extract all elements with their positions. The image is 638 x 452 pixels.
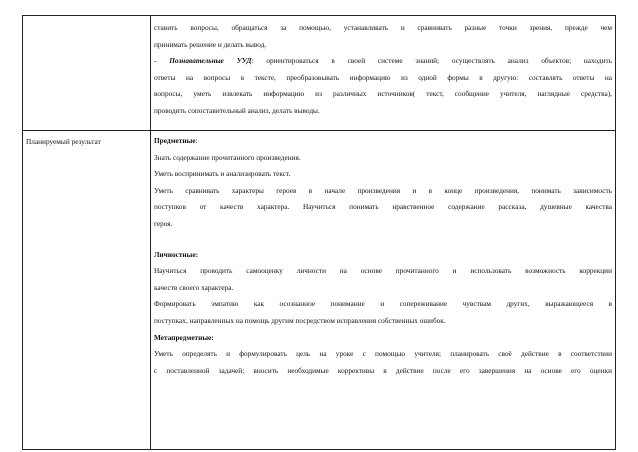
text-line: поступках, направленных на помощь другим посредством исправления собственных ошибок. — [154, 315, 446, 325]
text-line: ответы на вопросы в тексте, преобразовывать информацию из одной формы в другую: составлять ответы на — [154, 72, 612, 82]
text-line: Знать содержание прочитанного произведения. — [154, 152, 301, 162]
row-label: Планируемый результат — [26, 137, 101, 146]
table-row-uud — [23, 16, 616, 131]
text-line: Уметь воспринимать и анализировать текст. — [154, 169, 291, 179]
heading-colon: : — [195, 136, 198, 145]
text-line: вопросы, уметь извлекать информацию из различных источников( текст, сообщение учителя, наглядные средства), — [154, 89, 612, 99]
personal-heading-text: Личностные: — [154, 249, 199, 259]
cognitive-uud-label: Познавательные УУД — [169, 56, 252, 66]
lesson-plan-table — [22, 15, 616, 450]
text-line: качеств своего характера. — [154, 282, 234, 292]
text-line: поступков от качеств характера. Научиться понимать нравственное содержание рассказа, душевные качества — [154, 202, 612, 212]
text-line: ставить вопросы, обращаться за помощью, устанавливать и сравнивать разные точки зрения, прежде чем — [154, 23, 612, 32]
subject-heading: Предметные — [154, 136, 196, 145]
personal-heading — [154, 247, 612, 264]
spacer — [154, 233, 612, 247]
meta-heading-text: Метапредметные: — [154, 332, 214, 342]
table-cell-empty-label — [23, 16, 151, 131]
table-cell-label — [23, 131, 151, 450]
table-row-result — [23, 131, 616, 450]
cognitive-uud-paragraph — [154, 53, 612, 70]
table-cell-uud-content — [151, 16, 616, 131]
text-line: проводить сопоставительный анализ, делать выводы. — [154, 105, 320, 115]
table-cell-result-content — [151, 131, 616, 450]
text-line: принимать решение и делать вывод. — [154, 39, 267, 49]
text-line: Уметь определять и формулировать цель на уроке с помощью учителя; планировать своё действие в соответствии — [154, 349, 612, 359]
text-line: с поставленной задачей; вносить необходимые коррективы в действие после его завершения на основе его оценки — [154, 365, 612, 375]
text-line: Формировать эмпатию как осознанное понимание и сопереживание чувствам других, выражающееся в — [154, 299, 612, 309]
subject-heading-line — [154, 133, 612, 150]
text-line: Уметь сравнивать характеры героев в начале произведения и в конце произведения, понимать зависимость — [154, 185, 612, 195]
text-line: героя. — [154, 218, 173, 228]
dash-prefix: - — [154, 56, 170, 66]
text-line: : ориентироваться в своей системе знаний; осуществлять анализ объектов; находить — [251, 56, 612, 66]
meta-heading — [154, 330, 612, 347]
text-line: Научиться проводить самооценку личности на основе прочитанного и использовать возможность коррекции — [154, 266, 612, 276]
